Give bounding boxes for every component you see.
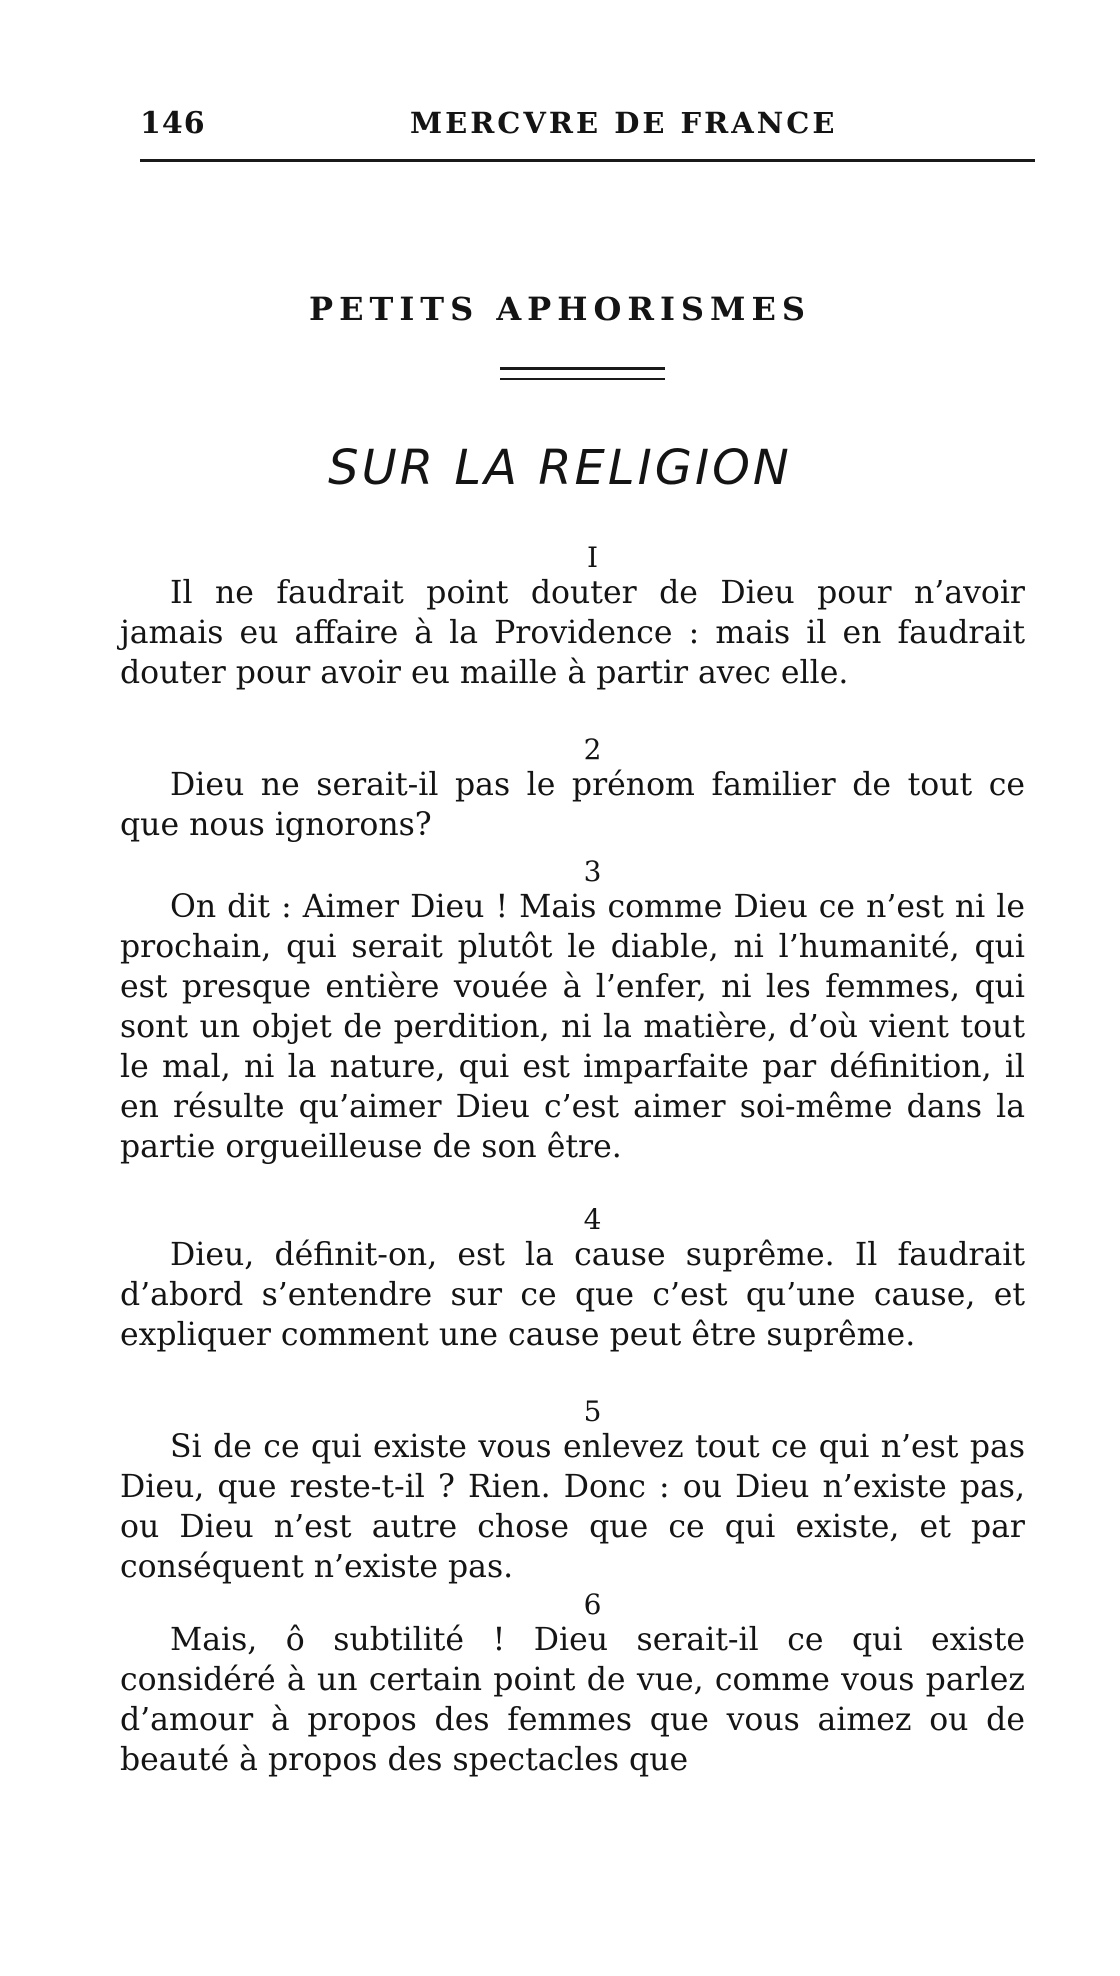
aphorism-text: Mais, ô subtilité ! Dieu serait-il ce qui existe considéré à un certain point de vue, comme vous parlez d’amour à propos des femmes que vous aimez ou de beauté à propos des spectacles que: [120, 1622, 1025, 1778]
aphorism-text: Si de ce qui existe vous enlevez tout ce qui n’est pas Dieu, que reste-t-il ? Rien. Donc : ou Dieu n’existe pas, ou Dieu n’est autre chose que ce qui existe, et par conséquent n’existe pas.: [120, 1429, 1025, 1585]
page-number: 146: [140, 106, 206, 141]
aphorism-text: Dieu ne serait-il pas le prénom familier de tout ce que nous ignorons?: [120, 767, 1025, 843]
journal-title: MERCVRE DE FRANCE: [410, 106, 838, 140]
aphorism: [120, 1205, 1025, 1355]
title-ornament-divider: [500, 367, 665, 380]
aphorism-number: I: [586, 541, 599, 574]
aphorism-number: 3: [583, 855, 602, 888]
aphorism: [120, 735, 1025, 845]
aphorism-text: Dieu, définit-on, est la cause suprême. Il faudrait d’abord s’entendre sur ce que c’est qu’une cause, et expliquer comment une cause peut être suprême.: [120, 1237, 1025, 1353]
aphorism-number: 4: [583, 1203, 602, 1236]
aphorism: [120, 857, 1025, 1167]
aphorism-number: 2: [583, 733, 602, 766]
header-rule: [140, 159, 1035, 162]
aphorism: [120, 543, 1025, 693]
subtitle: SUR LA RELIGION: [328, 440, 792, 496]
aphorism: [120, 1590, 1025, 1780]
aphorism-text: On dit : Aimer Dieu ! Mais comme Dieu ce n’est ni le prochain, qui serait plutôt le diable, ni l’humanité, qui est presque entière vouée à l’enfer, ni les femmes, qui sont un objet de perdition, ni la matière, d’où vient tout le mal, ni la nature, qui est imparfaite par définition, il en résulte qu’aimer Dieu c’est aimer soi-même dans la partie orgueilleuse de son être.: [120, 889, 1025, 1165]
section-title: PETITS APHORISMES: [309, 290, 811, 328]
aphorism-number: 5: [583, 1395, 602, 1428]
aphorism-text: Il ne faudrait point douter de Dieu pour n’avoir jamais eu affaire à la Providence : mais il en faudrait douter pour avoir eu maille à partir avec elle.: [120, 575, 1025, 691]
aphorism: [120, 1397, 1025, 1587]
aphorism-number: 6: [583, 1588, 602, 1621]
running-head: [140, 102, 1030, 152]
